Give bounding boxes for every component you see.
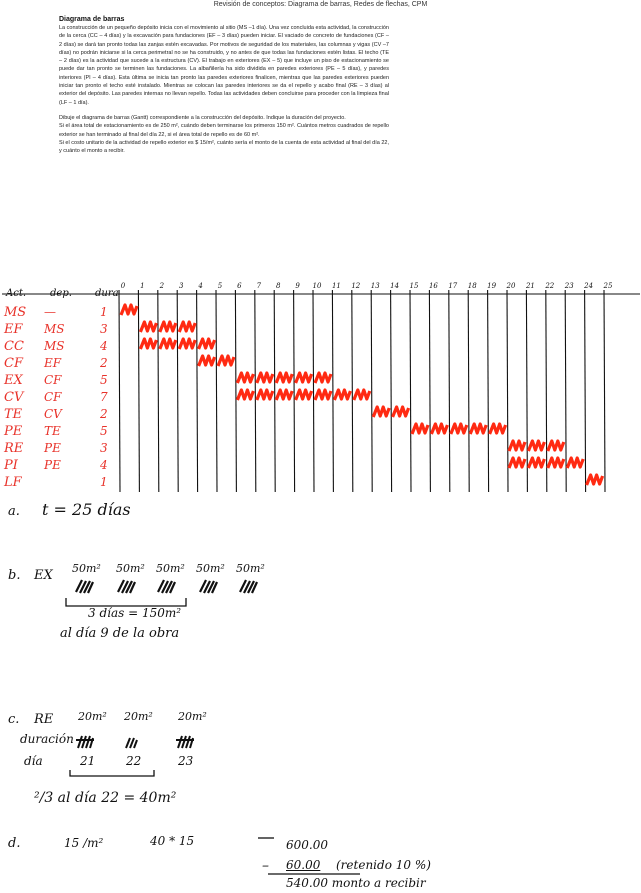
answer-b-area: 50m² [116,562,145,575]
answer-a-text: t = 25 días [42,500,131,519]
answer-c-hatch-marks [76,736,194,748]
gantt-row-activity: EX [4,373,23,388]
gantt-row-dependency: EF [44,356,62,370]
gantt-bar-segment [199,356,215,366]
answer-b-area: 50m² [156,562,185,575]
gantt-bar-segment [373,407,389,417]
gantt-day-label: 23 [564,282,574,290]
gantt-bar-segment [509,458,525,468]
gantt-day-line [235,290,236,492]
gantt-bar-segment [431,424,447,434]
gantt-day-label: 9 [295,282,300,290]
gantt-row-dependency: PE [44,441,61,455]
gantt-row-duration: 4 [100,458,108,472]
gantt-day-line [158,290,159,492]
problem-paragraph: Si el área total de estacionamiento es de 250 m², cuándo deben terminarse los primeros 150 m². Cuántos metros cuadrados de repello exterior se han terminado al final del día 22, si el área total de repello es de 60 m². [59,123,389,138]
answer-c-area: 20m² [178,710,207,723]
answer-c-activity: RE [34,712,54,727]
gantt-day-line [565,290,566,492]
gantt-day-label: 24 [584,282,594,290]
answer-b-area: 50m² [196,562,225,575]
gantt-day-line [313,290,314,492]
gantt-day-line [177,290,178,492]
answer-b-bracket [66,598,186,606]
gantt-day-line [255,290,256,492]
gantt-row-duration: 5 [100,373,108,387]
answer-b-area: 50m² [236,562,265,575]
answer-d-retained-note: (retenido 10 %) [336,858,431,872]
gantt-bar-segment [528,441,544,451]
gantt-row-activity: MS [4,305,27,320]
gantt-day-label: 3 [178,282,184,290]
answer-c-label: c. [8,712,20,727]
gantt-bar-segment [257,373,273,383]
gantt-day-label: 1 [140,282,145,290]
gantt-bar-segment [296,390,312,400]
gantt-bar-segment [315,390,331,400]
gantt-row-activity: PE [4,424,23,439]
answer-c-area: 20m² [124,710,153,723]
gantt-row-dependency: PE [44,458,61,472]
gantt-row-activity: RE [4,441,24,456]
gantt-day-line [119,290,120,492]
answer-b-activity: EX [34,568,53,583]
answer-b-sum: 3 días = 150m² [88,606,182,620]
gantt-bar-segment [315,373,331,383]
answer-d-calc: 40 * 15 [150,834,195,848]
gantt-bar-segment [548,458,564,468]
gantt-bar-segment [140,339,156,349]
gantt-bar-segment [199,339,215,349]
gantt-bar-segment [160,339,176,349]
gantt-row-activity: CF [4,356,23,371]
answer-d-net: 540.00 monto a recibir [286,876,426,890]
answer-c-day-label: día [24,754,43,768]
gantt-chart [0,280,641,495]
gantt-bar-segment [451,424,467,434]
answer-d-total: 600.00 [286,838,328,852]
gantt-day-label: 4 [198,282,203,290]
answer-d-marks [0,828,460,888]
gantt-bar-segment [567,458,583,468]
gantt-bar-segment [121,305,137,315]
problem-paragraph: Dibuje el diagrama de barras (Gantt) correspondiente a la construcción del depósito. Indique la duración del proyecto. [59,114,346,121]
gantt-row-activity: LF [4,475,22,490]
gantt-row-dependency: CF [44,373,62,387]
gantt-day-line [546,290,547,492]
gantt-day-line [410,290,411,492]
gantt-day-label: 18 [467,282,477,290]
gantt-bar-segment [528,458,544,468]
gantt-day-line [371,290,372,492]
gantt-day-label: 25 [603,282,613,290]
gantt-bar-segment [140,322,156,332]
answer-d-retained: 60.00 [286,858,321,872]
gantt-row-duration: 3 [100,441,108,455]
answer-c-day: 21 [80,754,96,768]
gantt-row-activity: CV [4,390,24,405]
gantt-row-duration: 1 [100,305,108,319]
gantt-bar-segment [296,373,312,383]
answer-c-day: 22 [126,754,142,768]
gantt-row-dependency: TE [44,424,61,438]
gantt-row-activity: EF [4,322,23,337]
gantt-day-line [332,290,333,492]
gantt-row-duration: 4 [100,339,108,353]
gantt-row-dependency: MS [44,339,65,353]
answer-d-unit-cost: 15 /m² [64,836,104,850]
gantt-row-dependency: CF [44,390,62,404]
gantt-bar-segment [470,424,486,434]
gantt-bar-segment [237,390,253,400]
gantt-day-label: 8 [275,282,281,290]
gantt-day-label: 7 [256,282,262,290]
gantt-day-line [449,290,450,492]
gantt-day-label: 21 [525,282,535,290]
gantt-day-label: 5 [217,282,223,290]
gantt-bar-segment [412,424,428,434]
problem-heading: Diagrama de barras [59,16,125,23]
gantt-row-duration: 5 [100,424,108,438]
answer-b-hatch-marks [76,580,257,593]
gantt-day-label: 13 [370,282,380,290]
gantt-header-activity: Act. [6,288,27,299]
gantt-day-line [526,290,527,492]
gantt-day-label: 20 [506,282,516,290]
answer-d-minus: – [262,858,269,874]
gantt-row-duration: 1 [100,475,108,489]
gantt-row-activity: TE [4,407,23,422]
gantt-bar-segment [334,390,350,400]
gantt-bar-segment [587,475,603,485]
gantt-day-line [138,290,139,492]
answer-c-duration-label: duración [20,732,74,746]
gantt-day-line [294,290,295,492]
gantt-day-label: 12 [351,282,361,290]
gantt-row-duration: 3 [100,322,108,336]
gantt-row-dependency: CV [44,407,62,421]
gantt-day-label: 0 [120,282,126,290]
gantt-day-line [274,290,275,492]
answer-b-result: al día 9 de la obra [60,626,180,641]
gantt-bar-segment [393,407,409,417]
answer-b-marks [0,560,300,620]
gantt-day-line [429,290,430,492]
problem-paragraph: Si el costo unitario de la actividad de repello exterior es $ 15/m², cuánto sería el monto de la cuenta de esta actividad al final del día 22, y cuánto el monto a recibir. [59,139,389,155]
gantt-bar-segment [509,441,525,451]
gantt-day-line [488,290,489,492]
gantt-bar-segment [237,373,253,383]
gantt-bar-segment [276,373,292,383]
answer-a-label: a. [8,504,20,519]
gantt-day-label: 22 [545,282,555,290]
answer-c-area: 20m² [78,710,107,723]
gantt-bar-segment [179,339,195,349]
gantt-svg [0,280,641,495]
gantt-day-label: 15 [409,282,419,290]
gantt-row-duration: 7 [100,390,108,404]
document-title: Revisión de conceptos: Diagrama de barras, Redes de flechas, CPM [213,1,428,8]
gantt-row-duration: 2 [100,356,108,370]
answer-b-area: 50m² [72,562,101,575]
gantt-header-duration: dura [95,288,119,299]
gantt-day-line [197,290,198,492]
gantt-day-line [507,290,508,492]
problem-statement [59,15,389,155]
gantt-day-line [216,290,217,492]
gantt-day-label: 10 [312,282,322,290]
gantt-day-label: 17 [448,282,458,290]
gantt-bar-segment [179,322,195,332]
gantt-row-activity: CC [4,339,24,354]
gantt-day-label: 16 [428,282,438,290]
gantt-day-label: 19 [487,282,497,290]
gantt-day-label: 14 [390,282,400,290]
gantt-day-label: 11 [331,282,341,290]
answer-b-label: b. [8,568,21,583]
gantt-bar-segment [548,441,564,451]
gantt-row-dependency: MS [44,322,65,336]
gantt-header-dependency: dep. [50,288,72,299]
gantt-day-label: 2 [159,282,165,290]
answer-c-day: 23 [178,754,194,768]
gantt-row-duration: 2 [100,407,108,421]
gantt-bar-segment [257,390,273,400]
answer-d-label: d. [8,836,21,851]
gantt-day-line [391,290,392,492]
gantt-day-line [352,290,353,492]
gantt-bar-segment [218,356,234,366]
gantt-day-line [585,290,586,492]
gantt-day-label: 6 [237,282,242,290]
answer-c-marks [0,706,260,786]
gantt-row-activity: PI [4,458,18,473]
answer-c-result: ²/3 al día 22 = 40m² [34,790,177,806]
gantt-row-dependency: — [44,305,56,319]
problem-paragraph: La construcción de un pequeño depósito inicia con el movimiento al sitio (MS –1 día). Una vez concluida esta actividad, la construcción de la cerca (CC – 4 días) y la excavación para fundaciones (EF – 3 días) pueden iniciar. El vaciado de concreto de fundaciones (CF – 2 días) se dará tan pronto todas las zanjas estén excavadas. Por motivos de seguridad de los materiales, las columnas y vigas (CV –7 días) no podrán iniciarse si la cerca perimetral no se ha construido, y no antes de que todas las fundaciones estén listas. El techo (TE – 2 días) es la actividad que sucede a la estructura (CV). El trabajo en exteriores (EX – 5) que incluye un piso de estacionamiento se puede dar tan pronto se terminen las fundaciones. La albañilería ha sido dividida en paredes exteriores (PE – 5 días), y paredes interiores (PI – 4 días). Esta última se inicia tan pronto las paredes exteriores finalicen, mientras que las paredes exteriores pueden iniciar tan pronto el techo esté instalado. Mientras se colocan las paredes interiores se da el repello y acabo final (RE – 3 días) al exterior del depósito. Las paredes internas no llevan repello. Todas las actividades deben concluirse para proceder con la limpieza final (LF – 1 día). [59,25,389,106]
gantt-day-line [604,290,605,492]
gantt-bar-segment [354,390,370,400]
gantt-bar-segment [160,322,176,332]
gantt-bar-segment [490,424,506,434]
answer-c-bracket [70,770,154,776]
gantt-bar-segment [276,390,292,400]
gantt-day-line [468,290,469,492]
